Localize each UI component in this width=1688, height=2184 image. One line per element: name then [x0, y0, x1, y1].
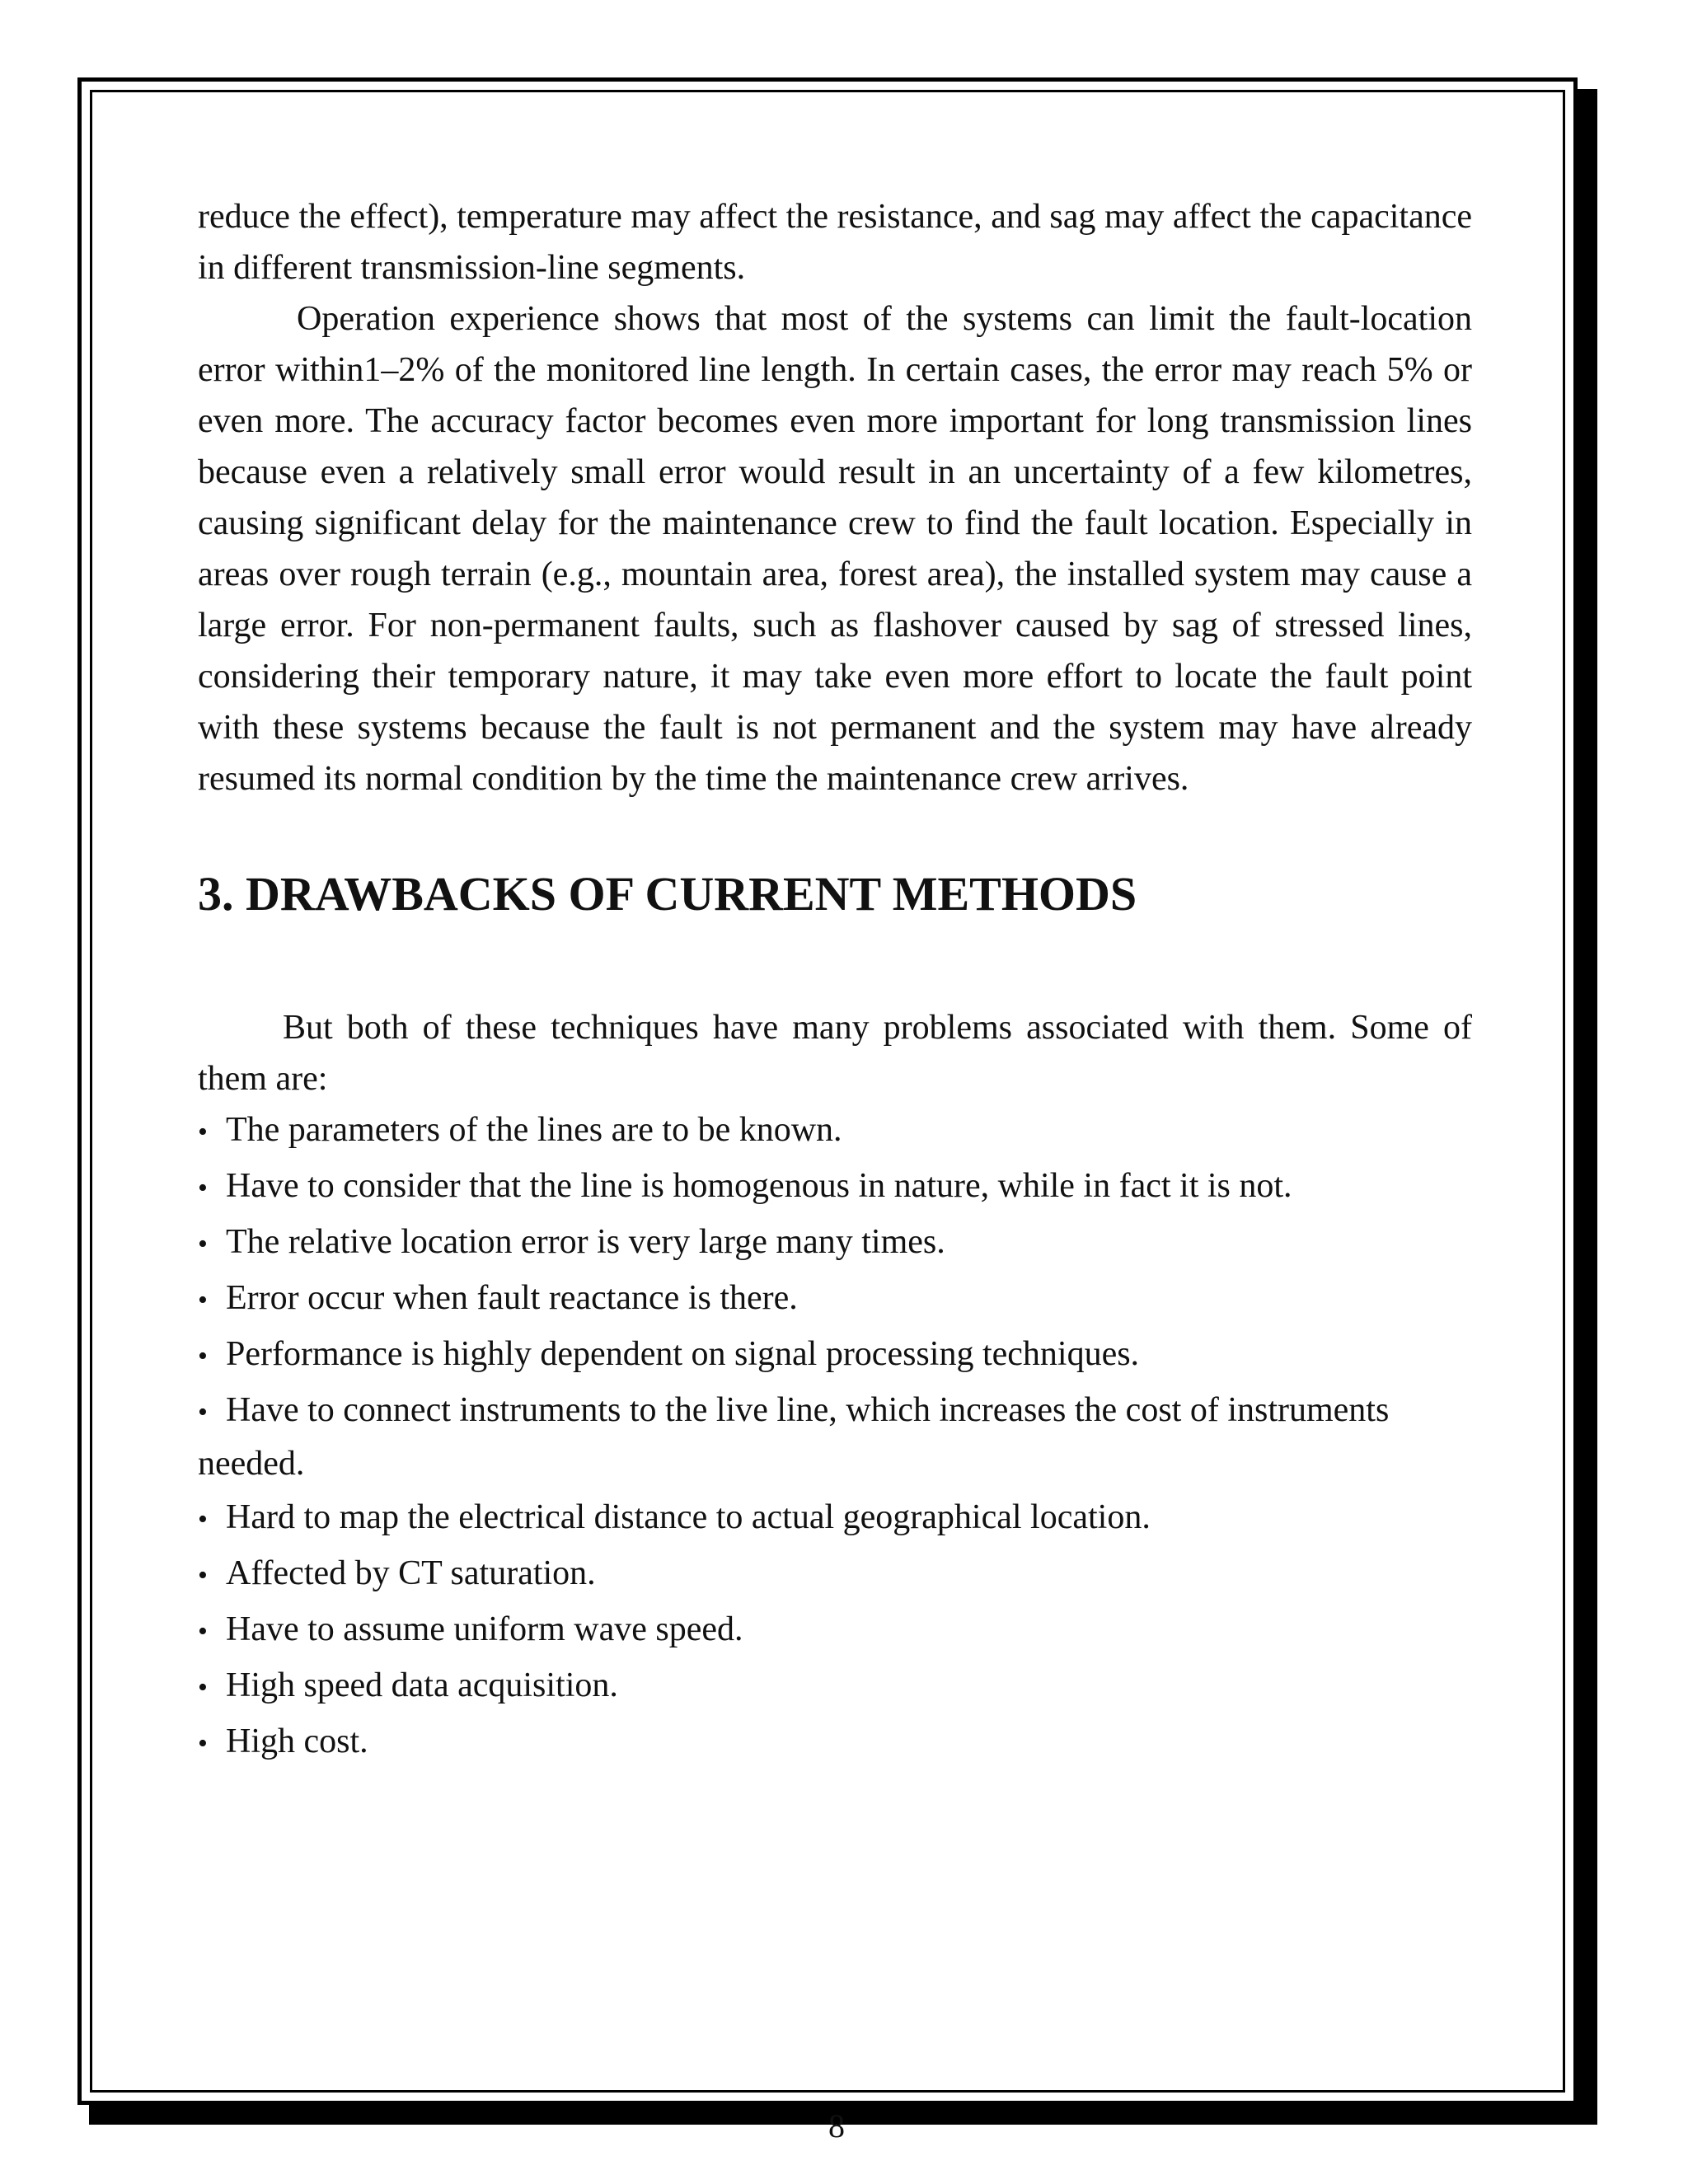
list-item-text: Have to connect instruments to the live line, which increases the cost of instruments needed.: [198, 1391, 1390, 1483]
list-item-text: The parameters of the lines are to be known.: [226, 1111, 842, 1149]
bullet-icon: •: [198, 1285, 208, 1315]
bullet-icon: •: [198, 1341, 208, 1371]
list-item-text: Have to consider that the line is homogenous in nature, while in fact it is not.: [226, 1167, 1292, 1205]
bullet-icon: •: [198, 1173, 208, 1203]
list-item-text: High speed data acquisition.: [226, 1666, 618, 1704]
bullet-icon: •: [198, 1560, 208, 1591]
page-number: 8: [828, 2107, 845, 2144]
paragraph-operation-experience: Operation experience shows that most of the systems can limit the fault-location error within1–2% of the monitored line length. In certain cases, the error may reach 5% or even more. The accuracy factor becomes even more important for long transmission lines because even a relatively small error would result in an uncertainty of a few kilometres, causing significant delay for the maintenance crew to find the fault location. Especially in areas over rough terrain (e.g., mountain area, forest area), the installed system may cause a large error. For non-permanent faults, such as flashover caused by sag of stressed lines, considering their temporary nature, it may take even more effort to locate the fault point with these systems because the fault is not permanent and the system may have already resumed its normal condition by the time the maintenance crew arrives.: [198, 300, 1472, 798]
list-item-text: Performance is highly dependent on signal processing techniques.: [226, 1335, 1140, 1373]
bullet-icon: •: [198, 1672, 208, 1703]
list-item: [198, 1272, 1472, 1326]
section-intro: But both of these techniques have many problems associated with them. Some of them are:: [198, 1009, 1472, 1098]
list-item-text: Have to assume uniform wave speed.: [226, 1610, 743, 1648]
list-item-text: The relative location error is very large many times.: [226, 1223, 945, 1261]
bullet-icon: •: [198, 1728, 208, 1759]
list-item: [198, 1160, 1472, 1214]
drawbacks-list: [198, 1104, 1472, 1769]
list-item-text: Error occur when fault reactance is there.: [226, 1279, 798, 1317]
list-item: [198, 1492, 1472, 1545]
bullet-icon: •: [198, 1229, 208, 1259]
bullet-icon: •: [198, 1117, 208, 1147]
list-item-text: Hard to map the electrical distance to actual geographical location.: [226, 1498, 1151, 1536]
paragraph-continuation: reduce the effect), temperature may affect the resistance, and sag may affect the capacitance in different transmission-line segments.: [198, 198, 1472, 287]
list-item: [198, 1385, 1472, 1489]
list-item: [198, 1329, 1472, 1382]
section-heading: 3. DRAWBACKS OF CURRENT METHODS: [198, 867, 1137, 921]
list-item: [198, 1548, 1472, 1601]
list-item: [198, 1604, 1472, 1657]
page-content: [198, 191, 1472, 1772]
list-item: [198, 1716, 1472, 1769]
list-item: [198, 1104, 1472, 1158]
bullet-icon: •: [198, 1504, 208, 1535]
list-item-text: High cost.: [226, 1722, 368, 1760]
list-item: [198, 1216, 1472, 1270]
bullet-icon: •: [198, 1616, 208, 1647]
bullet-icon: •: [198, 1397, 208, 1427]
list-item: [198, 1660, 1472, 1713]
list-item-text: Affected by CT saturation.: [226, 1554, 596, 1592]
